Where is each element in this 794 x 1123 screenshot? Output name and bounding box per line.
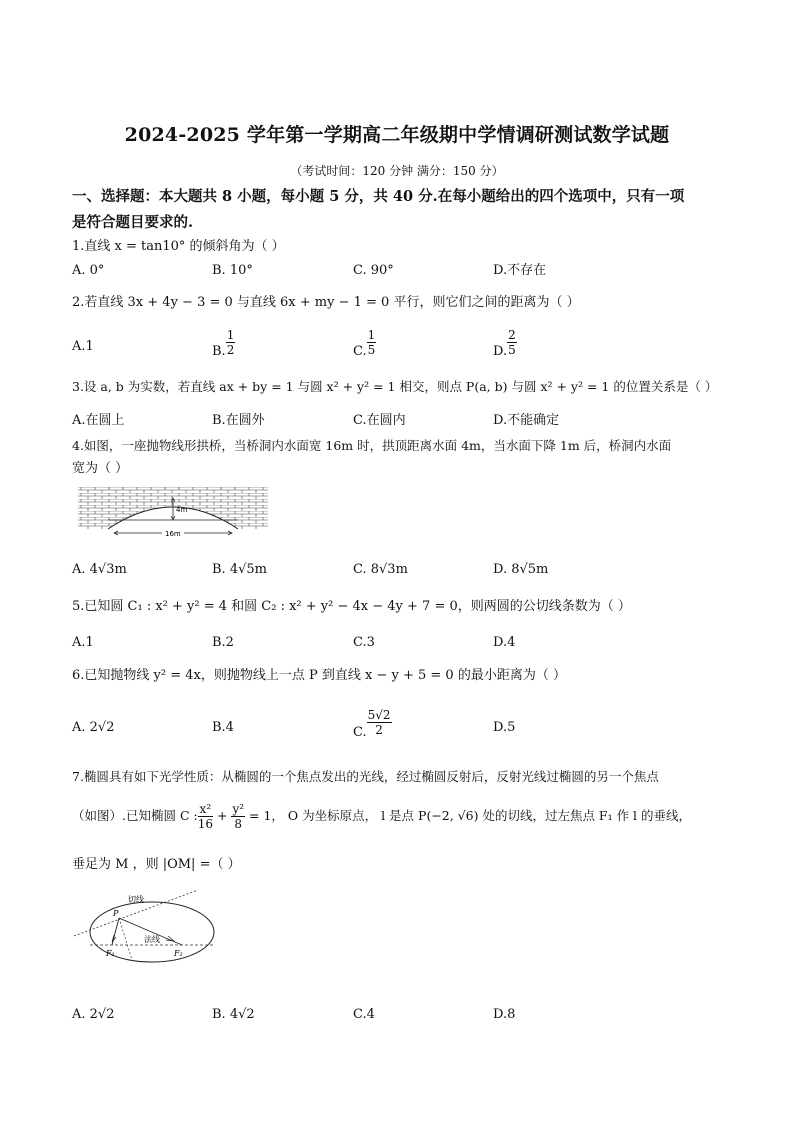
q2-option-c	[353, 328, 376, 357]
q7-fraction-x	[198, 802, 213, 831]
q3-option-c: C.在圆内	[353, 413, 406, 428]
q5-option-d: D.4	[493, 635, 516, 650]
q5-option-b: B.2	[212, 635, 234, 650]
q1-option-d: D.不存在	[493, 263, 547, 278]
question-7-stem-line3: 垂足为 M ，则 |OM| =（ ）	[72, 857, 241, 872]
q6-option-c-prefix: C.	[353, 725, 367, 740]
question-5-stem: 5.已知圆 C₁ : x² + y² = 4 和圆 C₂ : x² + y² − 4x − 4y + 7 = 0，则两圆的公切线条数为（ ）	[72, 599, 631, 614]
q6-option-a: A. 2√2	[72, 720, 115, 735]
question-6-stem: 6.已知抛物线 y² = 4x，则抛物线上一点 P 到直线 x − y + 5 = 0 的最小距离为（ ）	[72, 668, 566, 683]
fraction-denominator: 5	[367, 343, 376, 357]
q2-option-a: A.1	[72, 339, 94, 354]
fraction-numerator: 5√2	[367, 708, 391, 722]
q7-option-b: B. 4√2	[212, 1007, 255, 1022]
question-4-stem-line1: 4.如图，一座抛物线形拱桥，当桥洞内水面宽 16m 时，拱顶距离水面 4m，当水面下降 1m 后，桥洞内水面	[72, 438, 672, 453]
question-4-stem-line2: 宽为（ ）	[72, 461, 129, 476]
q4-option-d: D. 8√5m	[493, 562, 549, 577]
q1-option-c: C. 90°	[353, 263, 394, 278]
q4-option-b: B. 4√5m	[212, 562, 267, 577]
page-title: 2024-2025 学年第一学期高二年级期中学情调研测试数学试题	[124, 124, 670, 146]
question-1-stem: 1.直线 x = tan10° 的倾斜角为（ ）	[72, 239, 285, 254]
q2-option-d-fraction	[507, 328, 517, 357]
fraction-numerator: x²	[199, 802, 212, 816]
q1-option-a: A. 0°	[72, 263, 105, 278]
q7-fraction-y	[231, 802, 245, 831]
q2-option-d	[493, 328, 517, 357]
question-7-stem-line1: 7.椭圆具有如下光学性质：从椭圆的一个焦点发出的光线，经过椭圆反射后，反射光线过椭圆的另一个焦点	[72, 769, 659, 784]
tangent-label: 切线	[128, 895, 144, 904]
q5-option-c: C.3	[353, 635, 375, 650]
fraction-denominator: 2	[226, 343, 235, 357]
q4-option-c: C. 8√3m	[353, 562, 408, 577]
q7-option-a: A. 2√2	[72, 1007, 115, 1022]
q6-option-c-fraction	[367, 708, 392, 737]
q2-option-b	[212, 328, 235, 357]
q6-option-b: B.4	[212, 720, 234, 735]
question-2-stem: 2.若直线 3x + 4y − 3 = 0 与直线 6x + my − 1 = 0 平行，则它们之间的距离为（ ）	[72, 295, 580, 310]
section-heading-line1: 一、选择题：本大题共 8 小题，每小题 5 分，共 40 分.在每小题给出的四个选项中，只有一项	[72, 188, 685, 205]
question-7-stem-line2	[72, 801, 732, 831]
q7-line2-start: （如图）.已知椭圆 C :	[72, 808, 198, 823]
q2-option-b-prefix: B.	[212, 344, 226, 359]
q3-option-b: B.在圆外	[212, 413, 265, 428]
fraction-denominator: 8	[234, 817, 243, 831]
fraction-numerator: 1	[367, 328, 376, 342]
width-label: 16m	[165, 530, 181, 538]
q2-option-d-prefix: D.	[493, 344, 508, 359]
ellipse-figure	[70, 886, 220, 968]
q7-option-d: D.8	[493, 1007, 516, 1022]
exam-info: （考试时间：120 分钟 满分：150 分）	[290, 164, 504, 178]
focus-f2-label: F₂	[174, 949, 183, 958]
q6-option-c	[353, 708, 392, 740]
normal-line	[119, 918, 132, 960]
q3-option-d: D.不能确定	[493, 413, 560, 428]
height-label: 4m	[176, 506, 188, 514]
q6-option-d: D.5	[493, 720, 516, 735]
section-heading-line2: 是符合题目要求的.	[72, 214, 194, 231]
q4-option-a: A. 4√3m	[72, 562, 127, 577]
fraction-denominator: 2	[375, 723, 383, 737]
q7-plus-sign: +	[216, 808, 228, 823]
fraction-denominator: 5	[508, 343, 516, 357]
fraction-numerator: 2	[508, 328, 516, 342]
focus-f1-label: F₁	[106, 949, 115, 958]
q2-option-c-fraction	[367, 328, 377, 357]
fraction-numerator: 1	[226, 328, 235, 342]
q3-option-a: A.在圆上	[72, 413, 125, 428]
bridge-figure	[78, 487, 268, 541]
q1-option-b: B. 10°	[212, 263, 253, 278]
q2-option-c-prefix: C.	[353, 344, 367, 359]
point-p-label: P	[113, 909, 119, 918]
question-3-stem: 3.设 a, b 为实数，若直线 ax + by = 1 与圆 x² + y² = 1 相交，则点 P(a, b) 与圆 x² + y² = 1 的位置关系是（ ）	[72, 379, 718, 394]
q7-line2-end: = 1， O 为坐标原点， l 是点 P(−2, √6) 处的切线，过左焦点 F₁ 作 l 的垂线，	[249, 808, 692, 823]
fraction-numerator: y²	[232, 802, 245, 816]
q7-option-c: C.4	[353, 1007, 375, 1022]
fraction-denominator: 16	[197, 817, 213, 831]
normal-label: 法线	[144, 935, 160, 944]
q5-option-a: A.1	[72, 635, 94, 650]
q2-option-b-fraction	[226, 328, 236, 357]
